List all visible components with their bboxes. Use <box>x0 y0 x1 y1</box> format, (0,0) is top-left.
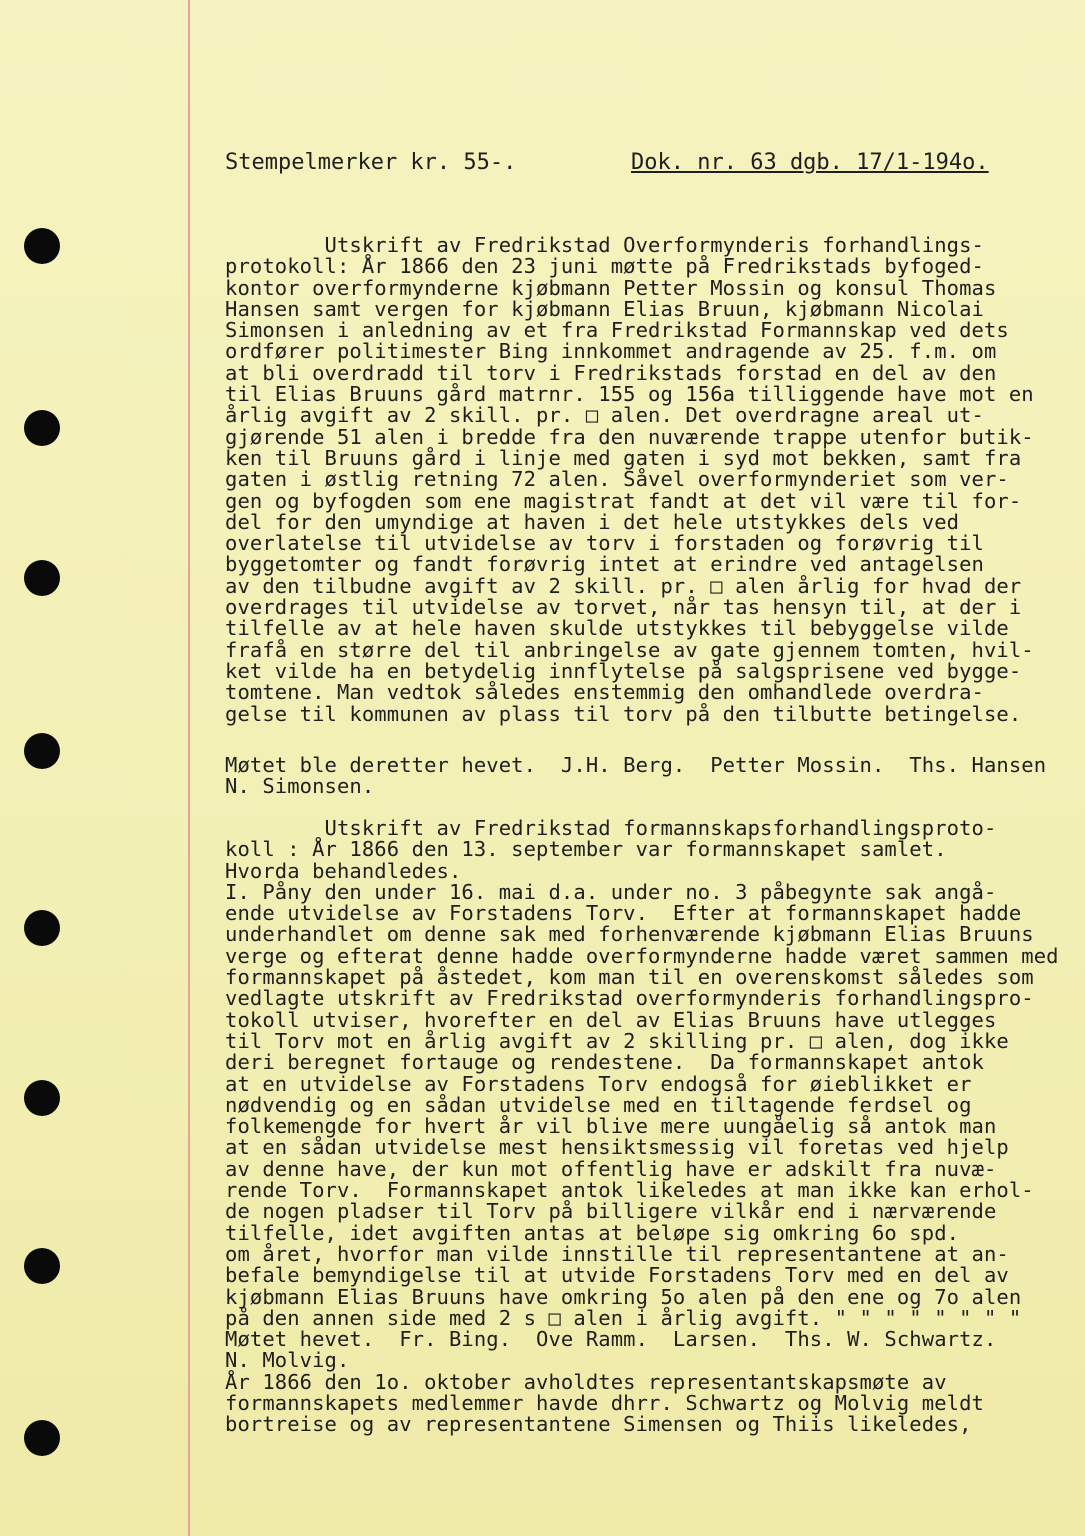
text-line: tilfelle av at hele haven skulde utstykkes til bebyggelse vilde <box>225 616 1009 641</box>
text-line: protokoll: År 1866 den 23 juni møtte på Fredrikstads byfoged- <box>225 254 984 279</box>
text-line: ende utvidelse av Forstadens Torv. Efter at formannskapet hadde <box>225 901 1022 926</box>
text-line: til Torv mot en årlig avgift av 2 skilling pr. □ alen, dog ikke <box>225 1028 1009 1053</box>
text-line: overlatelse til utvidelse av torv i forstaden og forøvrig til <box>225 531 984 556</box>
text-line: ordfører politimester Bing innkommet andragende av 25. f.m. om <box>225 339 997 364</box>
punch-hole <box>24 733 60 769</box>
paragraph-signatures <box>225 755 1045 798</box>
text-line: bortreise og av representantene Simensen og Thiis likeledes, <box>225 1412 972 1437</box>
text-line: på den annen side med 2 s □ alen i årlig avgift. " " " " " " " " <box>225 1305 1022 1330</box>
text-line: Utskrift av Fredrikstad formannskapsforhandlingsproto- <box>225 816 997 840</box>
punch-hole <box>24 1080 60 1116</box>
text-line: overdrages til utvidelse av torvet, når tas hensyn til, at der i <box>225 595 1022 620</box>
text-line: vedlagte utskrift av Fredrikstad overformynderis forhandlingspro- <box>225 986 1034 1011</box>
punch-hole <box>24 228 60 264</box>
text-line: gaten i østlig retning 72 alen. Såvel overformynderiet som ver- <box>225 467 1009 492</box>
text-line: del for den umyndige at haven i det hele utstykkes dels ved <box>225 509 960 534</box>
punch-hole <box>24 1420 60 1456</box>
text-line: til Elias Bruuns gård matrnr. 155 og 156a tilliggende have mot en <box>225 382 1034 407</box>
punch-hole <box>24 910 60 946</box>
margin-rule <box>188 0 190 1536</box>
stamp-note: Stempelmerker kr. 55-. <box>225 150 517 175</box>
text-line: frafå en større del til anbringelse av gate gjennem tomten, hvil- <box>225 637 1034 662</box>
text-line: underhandlet om denne sak med forhenværende kjøbmann Elias Bruuns <box>225 922 1034 947</box>
document-reference: Dok. nr. 63 dgb. 17/1-194o. <box>631 150 989 175</box>
text-line: folkemengde for hvert år vil blive mere uungåelig så antok man <box>225 1114 997 1139</box>
punch-hole <box>24 560 60 596</box>
text-line: ket vilde ha en betydelig innflytelse på salgsprisene ved bygge- <box>225 658 1022 683</box>
punch-hole <box>24 410 60 446</box>
text-line: gen og byfogden som ene magistrat fandt at det vil være til for- <box>225 488 1022 513</box>
text-line: gjørende 51 alen i bredde fra den nuværende trappe utenfor butik- <box>225 424 1034 449</box>
text-line: de nogen pladser til Torv på billigere vilkår end i nærværende <box>225 1199 997 1224</box>
text-line: formannskapets medlemmer havde dhrr. Schwartz og Molvig meldt <box>225 1391 984 1416</box>
text-line: I. Påny den under 16. mai d.a. under no. 3 påbegynte sak angå- <box>225 879 997 904</box>
text-line: at bli overdradd til torv i Fredrikstads forstad en del av den <box>225 360 997 385</box>
text-line: Møtet ble deretter hevet. J.H. Berg. Petter Mossin. Ths. Hansen <box>225 753 1047 777</box>
text-line: gelse til kommunen av plass til torv på den tilbutte betingelse. <box>225 701 1022 726</box>
paragraph-overformynderi <box>225 235 1045 725</box>
text-line: Simonsen i anledning av et fra Fredrikstad Formannskap ved dets <box>225 318 1009 343</box>
text-line: rende Torv. Formannskapet antok likeledes at man ikke kan erhol- <box>225 1178 1034 1203</box>
text-line: at en sådan utvidelse mest hensiktsmessig vil foretas ved hjelp <box>225 1135 1009 1160</box>
paragraph-formannskap <box>225 816 1059 1437</box>
text-line: N. Simonsen. <box>225 774 375 799</box>
text-line: formannskapet på åstedet, kom man til en overenskomst således som <box>225 965 1034 990</box>
text-line: verge og efterat denne hadde overformynderne hadde været sammen med <box>225 943 1059 968</box>
text-line: Møtet hevet. Fr. Bing. Ove Ramm. Larsen. Ths. W. Schwartz. <box>225 1327 997 1352</box>
text-line: kjøbmann Elias Bruuns have omkring 5o alen på den ene og 7o alen <box>225 1284 1022 1309</box>
text-line: årlig avgift av 2 skill. pr. □ alen. Det overdragne areal ut- <box>225 403 984 428</box>
text-line: om året, hvorfor man vilde innstille til representantene at an- <box>225 1241 1009 1266</box>
text-line: tokoll utviser, hvorefter en del av Elias Bruuns have utlegges <box>225 1007 997 1032</box>
text-line: Utskrift av Fredrikstad Overformynderis forhandlings- <box>225 233 984 257</box>
text-line: nødvendig og en sådan utvidelse med en tiltagende ferdsel og <box>225 1092 972 1117</box>
text-line: byggetomter og fandt forøvrig intet at erindre ved antagelsen <box>225 552 984 577</box>
text-line: N. Molvig. <box>225 1348 350 1373</box>
text-line: befale bemyndigelse til at utvide Forstadens Torv med en del av <box>225 1263 1009 1288</box>
text-line: tomtene. Man vedtok således enstemmig den omhandlede overdra- <box>225 680 984 705</box>
text-line: av den tilbudne avgift av 2 skill. pr. □ alen årlig for hvad der <box>225 573 1022 598</box>
text-line: kontor overformynderne kjøbmann Petter Mossin og konsul Thomas <box>225 275 997 300</box>
text-line: ken til Bruuns gård i linje med gaten i syd mot bekken, samt fra <box>225 445 1022 470</box>
text-line: at en utvidelse av Forstadens Torv endogså for øieblikket er <box>225 1071 972 1096</box>
text-line: År 1866 den 1o. oktober avholdtes representantskapsmøte av <box>225 1369 947 1394</box>
text-line: av denne have, der kun mot offentlig have er adskilt fra nuvæ- <box>225 1156 997 1181</box>
text-line: tilfelle, idet avgiften antas at beløpe sig omkring 6o spd. <box>225 1220 960 1245</box>
punch-hole <box>24 1248 60 1284</box>
text-line: deri beregnet fortauge og rendestene. Da formannskapet antok <box>225 1050 984 1075</box>
text-line: Hvorda behandledes. <box>225 858 462 883</box>
text-line: koll : År 1866 den 13. september var formannskapet samlet. <box>225 837 947 862</box>
text-line: Hansen samt vergen for kjøbmann Elias Bruun, kjøbmann Nicolai <box>225 296 984 321</box>
